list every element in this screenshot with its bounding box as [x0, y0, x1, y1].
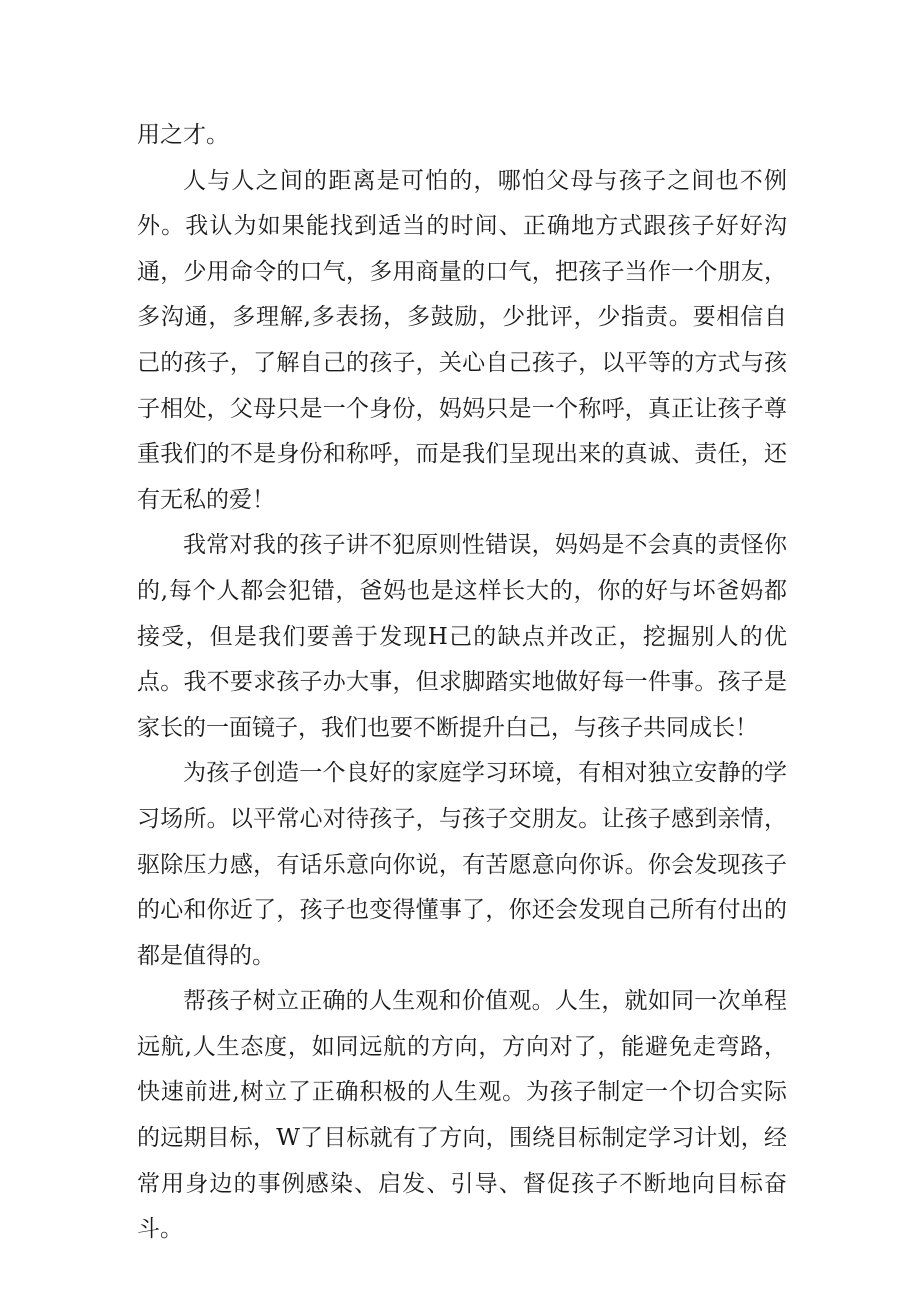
paragraph-life-values: 帮孩子树立正确的人生观和价值观。人生，就如同一次单程远航,人生态度，如同远航的方向，方向对了，能避免走弯路，快速前进,树立了正确积极的人生观。为孩子制定一个切合实际的远期目标，W了目标就有了方向，围绕目标制定学习计划，经常用身边的事例感染、启发、引导、督促孩子不断地向目标奋斗。 [137, 988, 787, 1243]
document-body [137, 113, 787, 1253]
paragraph-continuation: 用之才。 [137, 122, 229, 148]
paragraph-distance-communication: 人与人之间的距离是可怕的，哪怕父母与孩子之间也不例外。我认为如果能找到适当的时间、正确地方式跟孩子好好沟通，少用命令的口气，多用商量的口气，把孩子当作一个朋友，多沟通，多理解,多表扬，多鼓励，少批评，少指责。要相信自己的孩子，了解自己的孩子，关心自己孩子，以平等的方式与孩子相处，父母只是一个身份，妈妈只是一个称呼，真正让孩子尊重我们的不是身份和称呼，而是我们呈现出来的真诚、责任，还有无私的爱！ [137, 167, 787, 513]
paragraph-mistakes-growth: 我常对我的孩子讲不犯原则性错误，妈妈是不会真的责怪你的,每个人都会犯错，爸妈也是这样长大的，你的好与坏爸妈都接受，但是我们要善于发现H己的缺点并改正，挖掘别人的优点。我不要求孩子办大事，但求脚踏实地做好每一件事。孩子是家长的一面镜子，我们也要不断提升白己，与孩子共同成长！ [137, 532, 787, 741]
paragraph-learning-environment: 为孩子创造一个良好的家庭学习环境，有相对独立安静的学习场所。以平常心对待孩子，与孩子交朋友。让孩子感到亲情，驱除压力感，有话乐意向你说，有苦愿意向你诉。你会发现孩子的心和你近了，孩子也变得懂事了，你还会发现自己所有付出的都是值得的。 [137, 760, 787, 969]
